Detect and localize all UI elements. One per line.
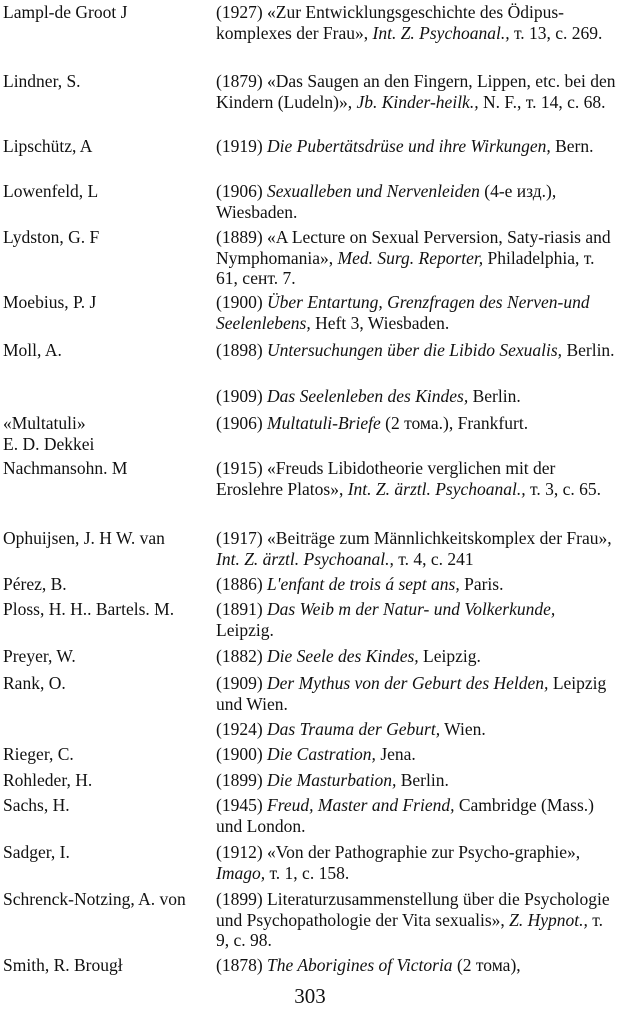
entry-text-end: (2 тома), (452, 955, 521, 975)
entry-text: (1879) «Das Saugen an den Fingern, Lippen, etc. bei den Kindern (Ludeln)», (216, 71, 616, 112)
entry-text: (1919) (216, 136, 268, 156)
entry-text: (1899) (216, 770, 268, 790)
entry-italic-title: Imago, (216, 862, 266, 883)
entry-work (216, 2, 616, 43)
entry-text-end: (2 тома.), Frankfurt. (380, 413, 529, 433)
entry-author: Lipschütz, A (3, 136, 93, 156)
entry-text: (1924) (216, 719, 268, 739)
entry-author: Moebius, P. J (3, 292, 97, 312)
entry-text-end: Berlin. (562, 340, 615, 360)
entry-text: (1945) (216, 795, 268, 815)
entry-text: (1906) (216, 181, 268, 201)
entry-italic-title: Jb. Kinder-heilk., (356, 91, 479, 112)
entry-text-end: Leipzig. (418, 646, 481, 666)
entry-author: Rank, O. (3, 673, 66, 693)
entry-work (216, 889, 616, 951)
entry-italic-title: Int. Z. ärztl. Psychoanal., (216, 548, 394, 569)
entry-text-end: Leipzig. (216, 619, 274, 640)
entry-work (216, 646, 616, 667)
entry-author: Rohleder, H. (3, 770, 93, 790)
entry-text-end: т. 13, с. 269. (509, 22, 603, 43)
entry-work (216, 292, 616, 333)
entry-text-end: Bern. (550, 136, 594, 156)
entry-text-end: Wien. (440, 719, 486, 739)
entry-text-end: т. 3, с. 65. (525, 478, 601, 499)
entry-italic-title: Über Entartung, Grenzfragen des Nerven-und Seelenlebens, (216, 292, 590, 333)
entry-work (216, 71, 616, 112)
entry-italic-title: Untersuchungen über die Libido Sexualis, (267, 340, 563, 360)
entry-text-end: Berlin. (396, 770, 449, 790)
entry-text: (1909) (216, 386, 268, 406)
entry-work (216, 386, 616, 407)
entry-text-end: т. 1, с. 158. (265, 862, 350, 883)
entry-author: E. D. Dekkei (3, 434, 95, 454)
entry-italic-title: Die Castration, (267, 744, 376, 764)
entry-text-end: Berlin. (468, 386, 521, 406)
entry-work (216, 458, 616, 499)
entry-italic-title: Die Seele des Kindes, (267, 646, 419, 666)
entry-author: Pérez, B. (3, 574, 67, 594)
entry-text-end: (4-е изд.), Wiesbaden. (216, 181, 557, 222)
entry-text: (1886) (216, 574, 268, 594)
entry-italic-title: Int. Z. Psychoanal., (372, 22, 510, 43)
entry-work (216, 795, 616, 836)
entry-italic-title: Med. Surg. Reporter, (337, 247, 484, 268)
entry-text: (1906) (216, 413, 268, 433)
entry-italic-title: The Aborigines of Victoria (267, 955, 453, 975)
entry-author: Sadger, I. (3, 842, 70, 862)
entry-work (216, 673, 616, 714)
entry-text: (1898) (216, 340, 268, 360)
entry-text-end: N. F., т. 14, с. 68. (478, 91, 606, 112)
entry-author: Lowenfeld, L (3, 181, 99, 201)
entry-italic-title: Das Trauma der Geburt, (267, 719, 441, 739)
entry-work (216, 181, 616, 222)
entry-text: (1882) (216, 646, 268, 666)
entry-italic-title: Das Weib m der Natur- und Volkerkunde, (267, 599, 556, 619)
entry-italic-title: Die Pubertätsdrüse und ihre Wirkungen, (267, 136, 551, 156)
entry-author: Schrenck-Notzing, A. von (3, 889, 186, 909)
entry-work (216, 574, 616, 595)
entry-work (216, 770, 616, 791)
entry-italic-title: Der Mythus von der Geburt des Helden, (267, 673, 549, 693)
entry-author: «Multatuli» (3, 413, 86, 433)
entry-text: (1915) «Freuds Libidotheorie verglichen mit der Eroslehre Platos», (216, 458, 556, 499)
entry-work (216, 599, 616, 640)
entry-italic-title: Freud, Master and Friend, (267, 795, 455, 815)
entry-text: (1912) «Von der Pathographie zur Psycho-graphie», (216, 842, 581, 862)
entry-text: (1917) «Beiträge zum Männlichkeitskomplex der Frau», (216, 528, 612, 548)
entry-italic-title: L'enfant de trois á sept ans, (267, 574, 460, 594)
entry-text-end: Leipzig und Wien. (216, 673, 607, 714)
entry-author: Sachs, H. (3, 795, 70, 815)
entry-work (216, 528, 616, 569)
entry-italic-title: Multatuli-Briefe (267, 413, 381, 433)
entry-text: (1889) «A Lecture on Sexual Perversion, Saty-riasis and Nymphomania», (216, 227, 611, 268)
entry-work (216, 136, 616, 157)
entry-text: (1899) Literaturzusammenstellung über die Psychologie und Psychopathologie der Vita sexualis», (216, 889, 610, 930)
entry-work (216, 744, 616, 765)
entry-author: Lampl-de Groot J (3, 2, 128, 22)
entry-work (216, 227, 616, 289)
entry-work (216, 413, 616, 434)
entry-text: (1900) (216, 292, 268, 312)
entry-text: (1878) (216, 955, 268, 975)
entry-author: Lydston, G. F (3, 227, 100, 247)
entry-text: (1891) (216, 599, 268, 619)
entry-text-end: т. 9, с. 98. (216, 909, 604, 950)
entry-text-end: Cambridge (Mass.) und London. (216, 795, 594, 836)
entry-text: (1909) (216, 673, 268, 693)
entry-italic-title: Z. Hypnot., (509, 909, 588, 930)
entry-text-end: Paris. (459, 574, 504, 594)
entry-author: Lindner, S. (3, 71, 81, 91)
entry-author: Ophuijsen, J. H W. van (3, 528, 165, 548)
entry-author: Rieger, C. (3, 744, 74, 764)
entry-text-end: Philadelphia, т. 61, сент. 7. (216, 247, 595, 288)
entry-text-end: Jena. (375, 744, 416, 764)
entry-text: (1900) (216, 744, 268, 764)
entry-italic-title: Int. Z. ärztl. Psychoanal., (347, 478, 526, 499)
entry-author: Nachmansohn. M (3, 458, 128, 478)
entry-author: Ploss, H. H.. Bartels. M. (3, 599, 175, 619)
entry-work (216, 340, 616, 361)
entry-text: (1927) «Zur Entwicklungsgeschichte des Ödipus-komplexes der Frau», (216, 2, 564, 43)
entry-work (216, 842, 616, 883)
entry-author: Smith, R. Brougł (3, 955, 123, 975)
entry-italic-title: Sexualleben und Nervenleiden (267, 181, 480, 201)
page-number: 303 (294, 984, 326, 1008)
entry-italic-title: Das Seelenleben des Kindes, (267, 386, 469, 406)
entry-text-end: т. 4, с. 241 (393, 548, 474, 569)
entry-author: Moll, A. (3, 340, 62, 360)
entry-italic-title: Die Masturbation, (267, 770, 397, 790)
entry-work (216, 955, 616, 976)
entry-work (216, 719, 616, 740)
entry-text-end: Heft 3, Wiesbaden. (310, 312, 450, 333)
entry-author: Preyer, W. (3, 646, 76, 666)
